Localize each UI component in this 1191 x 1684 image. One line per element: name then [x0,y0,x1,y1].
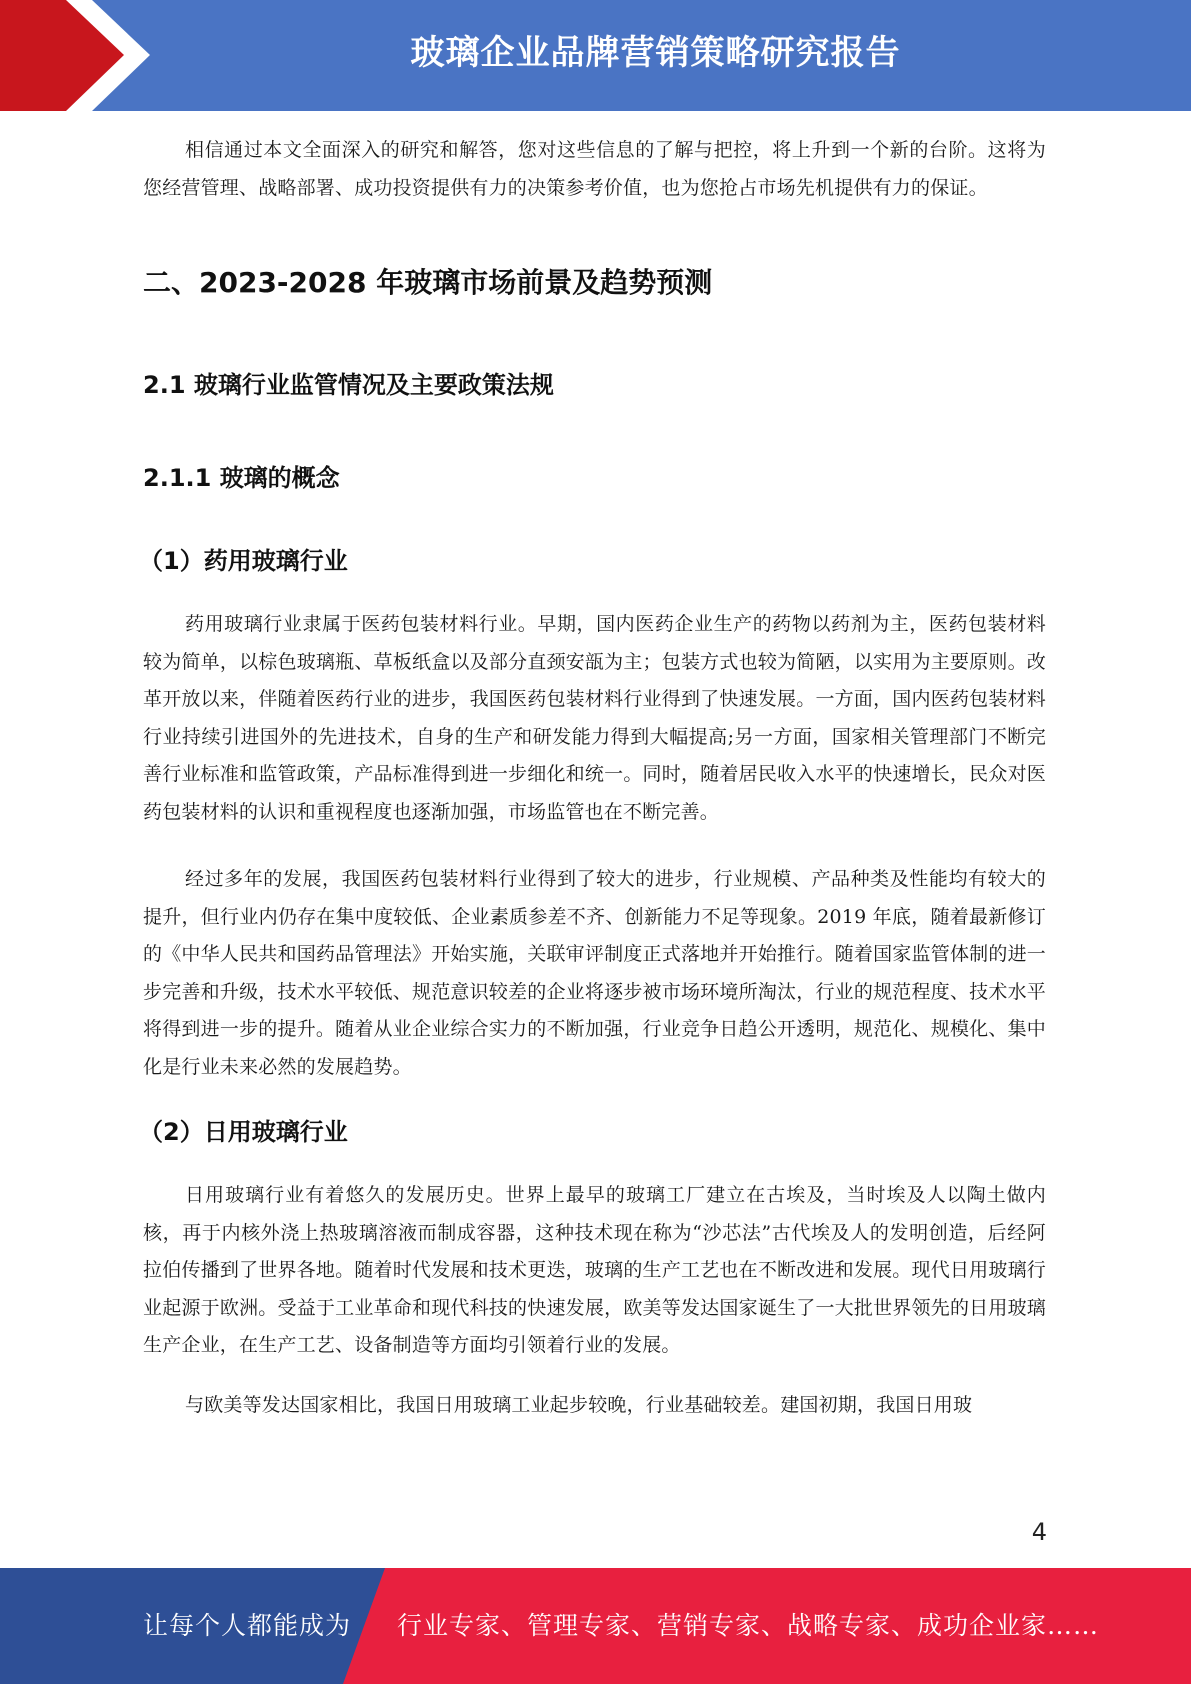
subsubsection-heading: 2.1.1 玻璃的概念 [143,464,340,492]
item1-paragraph-2: 经过多年的发展，我国医药包装材料行业得到了较大的进步，行业规模、产品种类及性能均有较大的提升，但行业内仍存在集中度较低、企业素质参差不齐、创新能力不足等现象。2019 年底，随着最新修订的《中华人民共和国药品管理法》开始实施，关联审评制度正式落地并开始推行。随着国家监管体制的进一步完善和升级，技术水平较低、规范意识较差的企业将逐步被市场环境所淘汰，行业的规范程度、技术水平将得到进一步的提升。随着从业企业综合实力的不断加强，行业竞争日趋公开透明，规范化、规模化、集中化是行业未来必然的发展趋势。 [143,868,1046,1078]
page-content [139,132,1046,1424]
subsection-heading: 2.1 玻璃行业监管情况及主要政策法规 [143,371,554,399]
item1-paragraph-1: 药用玻璃行业隶属于医药包装材料行业。早期，国内医药企业生产的药物以药剂为主，医药包装材料较为简单，以棕色玻璃瓶、草板纸盒以及部分直颈安瓿为主；包装方式也较为简陋，以实用为主要原则。改革开放以来，伴随着医药行业的进步，我国医药包装材料行业得到了快速发展。一方面，国内医药包装材料行业持续引进国外的先进技术，自身的生产和研发能力得到大幅提高;另一方面，国家相关管理部门不断完善行业标准和监管政策，产品标准得到进一步细化和统一。同时，随着居民收入水平的快速增长，民众对医药包装材料的认识和重视程度也逐渐加强，市场监管也在不断完善。 [143,613,1046,823]
item2-paragraph-1: 日用玻璃行业有着悠久的发展历史。世界上最早的玻璃工厂建立在古埃及，当时埃及人以陶土做内核，再于内核外浇上热玻璃溶液而制成容器，这种技术现在称为“沙芯法”古代埃及人的发明创造，后经阿拉伯传播到了世界各地。随着时代发展和技术更迭，玻璃的生产工艺也在不断改进和发展。现代日用玻璃行业起源于欧洲。受益于工业革命和现代科技的快速发展，欧美等发达国家诞生了一大批世界领先的日用玻璃生产企业，在生产工艺、设备制造等方面均引领着行业的发展。 [143,1184,1046,1356]
intro-paragraph: 相信通过本文全面深入的研究和解答，您对这些信息的了解与把控，将上升到一个新的台阶。这将为您经营管理、战略部署、成功投资提供有力的决策参考价值，也为您抢占市场先机提供有力的保证。 [143,139,1046,199]
item1-heading: （1）药用玻璃行业 [139,547,348,575]
header-arrow-decoration [0,0,160,111]
footer-slogan-right: 行业专家、管理专家、营销专家、战略专家、成功企业家…… [397,1611,1100,1640]
page-header [0,0,1191,111]
section-heading: 二、2023-2028 年玻璃市场前景及趋势预测 [143,266,713,299]
item2-heading: （2）日用玻璃行业 [139,1118,348,1146]
page-number: 4 [1031,1518,1047,1546]
item2-paragraph-2: 与欧美等发达国家相比，我国日用玻璃工业起步较晚，行业基础较差。建国初期，我国日用玻 [185,1393,973,1416]
page-footer [0,1568,1191,1684]
footer-slogan-left: 让每个人都能成为 [143,1611,352,1640]
report-title: 玻璃企业品牌营销策略研究报告 [410,33,901,73]
